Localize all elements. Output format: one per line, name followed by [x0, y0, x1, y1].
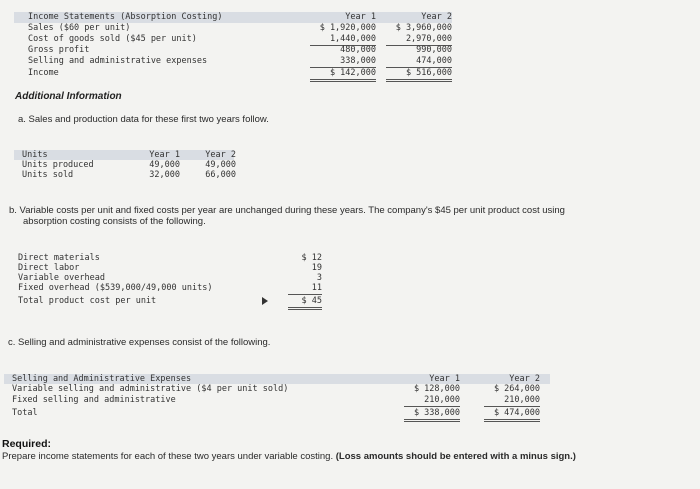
sga-col-year2: Year 2: [509, 374, 540, 384]
income-row-y2: 474,000: [386, 56, 452, 68]
cost-row-value: 3: [316, 273, 322, 283]
paragraph-b-line2: absorption costing consists of the following.: [23, 216, 206, 227]
paragraph-b: [9, 205, 689, 227]
units-row-y2: 49,000: [205, 160, 236, 170]
income-row-y1: 480,000: [340, 45, 376, 55]
income-row-y2: $ 516,000: [386, 68, 452, 82]
required-heading: Required:: [2, 438, 52, 450]
cost-row-label: Variable overhead: [18, 273, 105, 283]
units-col-year1: Year 1: [149, 150, 180, 160]
additional-info-heading: Additional Information: [15, 91, 122, 102]
sga-row-y1: 210,000: [404, 395, 460, 407]
income-row-y2: 2,970,000: [386, 34, 452, 46]
income-row-label: Sales ($60 per unit): [28, 23, 131, 33]
units-row-y2: 66,000: [205, 170, 236, 180]
cost-row-label: Direct labor: [18, 263, 80, 273]
paragraph-b-line1: b. Variable costs per unit and fixed costs per year are unchanged during these years. The company's $45 per unit product cost using: [9, 205, 565, 216]
income-row-y1: 338,000: [310, 56, 376, 68]
sga-row-y1: $ 128,000: [413, 384, 460, 394]
income-row-y1: 1,440,000: [310, 34, 376, 46]
income-row-y1: $ 142,000: [310, 68, 376, 82]
income-row-label: Cost of goods sold ($45 per unit): [28, 34, 197, 44]
sga-row-label: Fixed selling and administrative: [12, 395, 176, 405]
income-col-year2: Year 2: [421, 12, 452, 22]
product-cost-table: [18, 253, 328, 311]
sga-row-y2: $ 474,000: [484, 408, 540, 422]
cost-row-label: Fixed overhead ($539,000/49,000 units): [18, 283, 213, 293]
mouse-pointer-icon: [262, 297, 268, 305]
cost-row-value: 11: [288, 283, 322, 295]
sga-header: Selling and Administrative Expenses: [12, 374, 192, 384]
cost-row-label: Direct materials: [18, 253, 100, 263]
sga-row-y2: $ 264,000: [493, 384, 540, 394]
required-instruction: Prepare income statements for each of these two years under variable costing.: [2, 451, 334, 462]
units-row-label: Units sold: [22, 170, 74, 180]
units-col-year2: Year 2: [205, 150, 236, 160]
units-row-y1: 32,000: [149, 170, 180, 180]
cost-total-label: Total product cost per unit: [18, 296, 157, 306]
income-row-y2: 990,000: [416, 45, 452, 55]
income-row-y1: $ 1,920,000: [319, 23, 376, 33]
required-note: (Loss amounts should be entered with a minus sign.): [335, 451, 576, 462]
cost-row-value: 19: [311, 263, 322, 273]
income-title: Income Statements (Absorption Costing): [28, 12, 223, 22]
income-row-y2: $ 3,960,000: [395, 23, 452, 33]
units-header: Units: [22, 150, 48, 160]
sga-table: [4, 374, 550, 422]
units-table: [14, 150, 239, 182]
income-row-label: Selling and administrative expenses: [28, 56, 208, 66]
income-row-label: Gross profit: [28, 45, 90, 55]
sga-row-y2: 210,000: [484, 395, 540, 407]
required-text: [2, 451, 698, 462]
sga-row-label: Variable selling and administrative ($4 per unit sold): [12, 384, 289, 394]
cost-row-value: $ 12: [301, 253, 322, 263]
sga-row-y1: $ 338,000: [404, 408, 460, 422]
paragraph-a: a. Sales and production data for these first two years follow.: [18, 114, 269, 125]
income-row-label: Income: [28, 68, 59, 78]
sga-col-year1: Year 1: [429, 374, 460, 384]
paragraph-c: c. Selling and administrative expenses consist of the following.: [8, 337, 271, 348]
sga-row-label: Total: [12, 408, 38, 418]
units-row-label: Units produced: [22, 160, 94, 170]
cost-total-value: $ 45: [288, 296, 322, 310]
income-col-year1: Year 1: [345, 12, 376, 22]
units-row-y1: 49,000: [149, 160, 180, 170]
